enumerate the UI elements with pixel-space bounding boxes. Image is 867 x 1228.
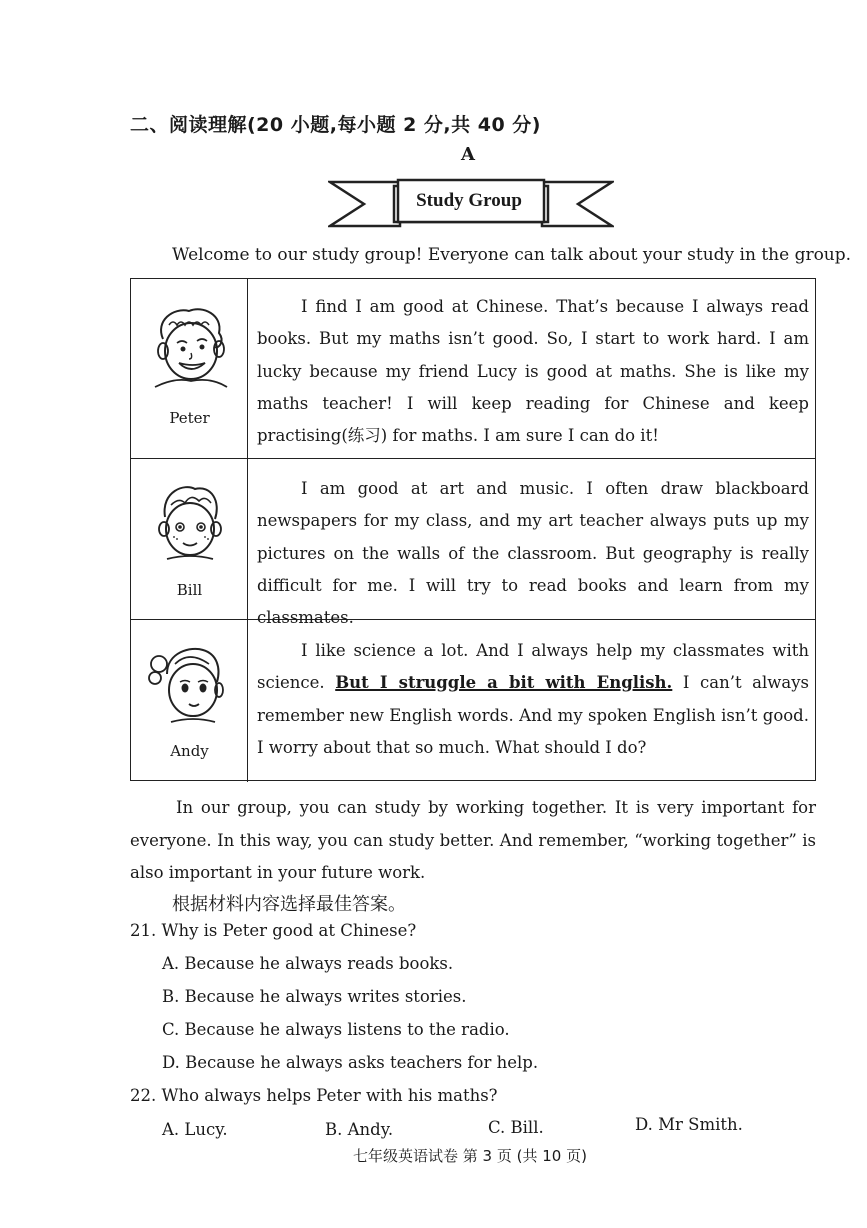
statement-text — [257, 635, 809, 764]
statement-text: I am good at art and music. I often draw blackboard newspapers for my class, and my art teacher always puts up my pictures on the walls of the classroom. But geography is really difficult for me. I will try to read books and learn from my classmates. — [257, 479, 809, 628]
statement-text: I find I am good at Chinese. That’s because I always read books. But my maths isn’t good. So, I start to work hard. I am lucky because my friend Lucy is good at maths. She is like my maths teacher! I will keep reading for Chinese and keep practising(练习) for maths. I am sure I can do it! — [257, 297, 809, 446]
closing-text: In our group, you can study by working together. It is very important for everyone. In this way, you can study better. And remember, “working together” is also important in your future work. — [130, 798, 816, 882]
question-stem: 22. Who always helps Peter with his maths? — [130, 1086, 498, 1105]
banner-title: Study Group — [416, 190, 522, 211]
answer-option: C. Bill. — [488, 1118, 544, 1137]
question-stem: 21. Why is Peter good at Chinese? — [130, 921, 417, 940]
answer-option: A. Lucy. — [162, 1120, 228, 1139]
table-row — [131, 620, 815, 782]
table-row — [131, 279, 815, 459]
page-footer: 七年级英语试卷 第 3 页 (共 10 页) — [353, 1147, 587, 1165]
boy-curly-hair-avatar-icon — [145, 301, 235, 391]
person-name: Bill — [176, 581, 203, 599]
avatar-cell — [131, 620, 248, 782]
answer-option: B. Because he always writes stories. — [162, 987, 467, 1006]
answer-option: A. Because he always reads books. — [162, 954, 454, 973]
answer-option: B. Andy. — [325, 1120, 394, 1139]
closing-paragraph — [130, 792, 816, 890]
section-title: 二、阅读理解(20 小题,每小题 2 分,共 40 分) — [130, 114, 541, 136]
part-label: A — [461, 144, 475, 165]
answer-option: D. Because he always asks teachers for help. — [162, 1053, 539, 1072]
intro-text: Welcome to our study group! Everyone can talk about your study in the group. — [172, 245, 852, 265]
underlined-sentence: But I struggle a bit with English. — [335, 673, 673, 693]
study-group-table — [130, 278, 816, 781]
avatar-cell — [131, 279, 248, 458]
answer-option: C. Because he always listens to the radio. — [162, 1020, 510, 1039]
instruction: 根据材料内容选择最佳答案。 — [172, 894, 406, 915]
statement-text-part: I like science a lot. And I always help my classmates with science. — [257, 641, 809, 693]
girl-ponytail-avatar-icon — [145, 638, 235, 728]
statement-text-part: I can’t always remember new English words. And my spoken English isn’t good. I worry about that so much. What should I do? — [257, 673, 810, 757]
avatar-cell — [131, 459, 248, 619]
person-statement — [257, 291, 809, 452]
person-name: Andy — [170, 742, 209, 760]
person-name: Peter — [169, 409, 210, 427]
boy-short-hair-avatar-icon — [145, 477, 235, 567]
person-statement — [257, 635, 809, 764]
table-row — [131, 459, 815, 628]
person-statement — [257, 473, 809, 634]
answer-option: D. Mr Smith. — [635, 1115, 743, 1134]
